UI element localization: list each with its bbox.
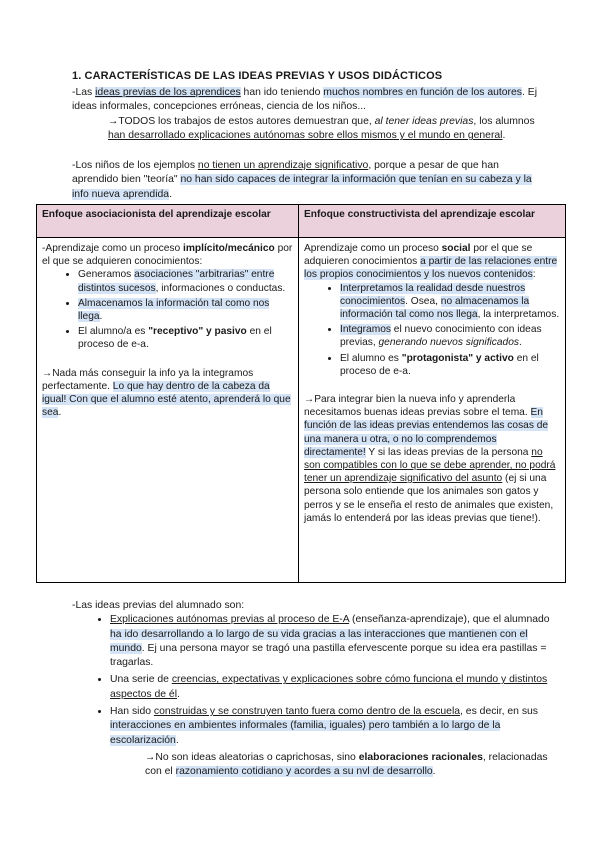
underlined-text: no son compatibles con lo que se debe aprender, no podrá tener un aprendizaje significativo del asunto [304, 446, 556, 485]
text: , informaciones o conductas. [155, 282, 286, 294]
text: →Nada más conseguir la info ya la integramos perfectamente. [42, 367, 254, 392]
text: , es decir, en sus [460, 706, 539, 718]
text: (ej si una persona solo entiende que los animales son gatos y perros y se le enseña el resto de animales que existen, jamás lo entenderá por las ideas previas que tiene!). [304, 473, 554, 524]
text: Una serie de [110, 674, 172, 686]
text: . [99, 311, 103, 323]
highlight: a partir de las relaciones entre los propios conocimientos y los nuevos contenidos [304, 256, 558, 281]
bold-text: social [441, 243, 471, 254]
text: . Ej una persona mayor se tragó una pastilla efervescente porque su idea era pastillas = tragarlas. [110, 642, 547, 669]
highlight: muchos nombres en función de los autores [323, 87, 522, 98]
highlight: ha ido desarrollando a lo largo de su vida gracias a las interacciones que mantienen con el mundo [110, 628, 528, 654]
text: han ido teniendo [240, 87, 324, 98]
text: . [58, 407, 62, 419]
list-item [110, 705, 550, 748]
underlined-text: creencias, expectativas y explicaciones sobre cómo funciona el mundo y distintos aspectos de él [110, 674, 548, 700]
text: Aprendizaje como un proceso [304, 243, 442, 254]
header-asociacionista: Enfoque asociacionista del aprendizaje escolar [37, 205, 299, 238]
bold-text: "receptivo" y pasivo [148, 326, 247, 338]
text: , la interpretamos. [477, 309, 560, 321]
text: →TODOS los trabajos de estos autores demuestran que, [108, 116, 375, 127]
text: -Las [72, 87, 96, 98]
highlight: razonamiento cotidiano y acordes a su nvl de desarrollo [175, 766, 433, 778]
text: Y si las ideas previas de la persona [365, 446, 532, 458]
text: , relacionadas con el [145, 751, 548, 778]
list-item [78, 297, 293, 323]
list [72, 613, 550, 748]
text: . [502, 130, 506, 142]
highlight: En función de las ideas previas entendemos las cosas de una manera u otra, o no lo comprendemos directamente! [304, 407, 549, 458]
highlight: Almacenamos la información tal como nos llega [78, 297, 270, 323]
text: →Para integrar bien la nueva info y aprenderla necesitamos buenas ideas previas sobre el tema. [304, 394, 531, 419]
text: en el proceso de e-a. [78, 326, 272, 351]
cell-constructivista [299, 238, 566, 583]
text: El alumno es [340, 352, 402, 364]
highlight: asociaciones "arbitrarias" entre distintos sucesos [78, 269, 275, 294]
text: . [175, 734, 179, 746]
table-header-row [37, 205, 566, 238]
text: →No son ideas aleatorias o caprichosas, sino [145, 751, 359, 763]
bold-text: "protagonista" y activo [401, 352, 514, 364]
list-item [110, 673, 550, 702]
list [304, 282, 560, 378]
highlight: interacciones en ambientes informales (familia, iguales) pero también a lo largo de la escolarización [110, 720, 501, 746]
bottom-section [72, 599, 550, 780]
text: -Los niños de los ejemplos [72, 160, 198, 171]
text: . Ej ideas informales, concepciones erróneas, ciencia de los niños... [72, 87, 538, 113]
list-item [78, 325, 293, 351]
cell-asociacionista [37, 238, 299, 583]
bold-text: elaboraciones racionales [358, 751, 483, 763]
text: el nuevo conocimiento con ideas previas, [340, 324, 542, 349]
text: , los alumnos [473, 116, 535, 127]
list-item [78, 268, 293, 294]
list-item [340, 282, 560, 322]
text: . [518, 337, 522, 349]
cell-intro [42, 242, 293, 268]
text: por el que se adquieren conocimientos: [42, 243, 293, 268]
cell-note [42, 367, 293, 420]
list-item [110, 613, 550, 670]
text: El alumno/a es [78, 326, 149, 338]
highlight: no han sido capaces de integrar la información que tenían en su cabeza y la info nueva aprendida [72, 174, 532, 200]
bottom-note [72, 751, 550, 780]
text: Han sido [110, 706, 154, 718]
list [42, 268, 293, 351]
underlined-text: construidas y se construyen tanto fuera como dentro de la escuela [153, 706, 461, 718]
underlined-text: no tienen un aprendizaje significativo [197, 160, 369, 171]
intro-paragraph-1 [72, 86, 542, 115]
text: . [177, 688, 180, 700]
cell-intro [304, 242, 560, 282]
list-item [340, 323, 560, 349]
table-row [37, 238, 566, 583]
intro-paragraph-2 [108, 115, 540, 144]
header-constructivista: Enfoque constructivista del aprendizaje escolar [299, 205, 566, 238]
text: -Aprendizaje como un proceso [42, 243, 184, 254]
italic-text: generando nuevos significados [378, 337, 519, 349]
list-item [340, 352, 560, 378]
text: . Osea, [405, 295, 441, 307]
text: , porque a pesar de que han aprendido bien "teoría" [72, 160, 499, 186]
text: por el que se adquieren conocimientos [304, 243, 533, 268]
highlight: Lo que hay dentro de la cabeza da igual! Con que el alumno esté atento, aprenderá lo que sea [42, 380, 291, 419]
bottom-lead: -Las ideas previas del alumnado son: [72, 600, 245, 611]
highlight: Interpretamos la realidad desde nuestros conocimientos [340, 282, 526, 307]
intro-paragraph-3 [72, 159, 544, 202]
text: : [532, 269, 536, 281]
comparison-table [36, 204, 566, 583]
underlined-text: Explicaciones autónomas previas al proceso de E-A [110, 614, 350, 626]
highlight: Integramos [340, 324, 391, 336]
text: en el proceso de e-a. [340, 352, 539, 377]
highlight: ideas previas de los aprendices [95, 87, 241, 98]
text: . [169, 188, 172, 200]
cell-note [304, 393, 560, 525]
highlight: no almacenamos la información tal como nos llega [340, 295, 530, 321]
text: . [432, 766, 436, 778]
text: (enseñanza-aprendizaje), que el alumnado [349, 614, 550, 626]
underlined-text: han desarrollado explicaciones autónomas sobre ellos mismos y el mundo en general [108, 130, 503, 142]
italic-text: al tener ideas previas [374, 116, 474, 127]
text: Generamos [78, 269, 135, 281]
bold-text: implícito/mecánico [183, 243, 275, 254]
section-heading: 1. CARACTERÍSTICAS DE LAS IDEAS PREVIAS Y USOS DIDÁCTICOS [72, 70, 443, 82]
